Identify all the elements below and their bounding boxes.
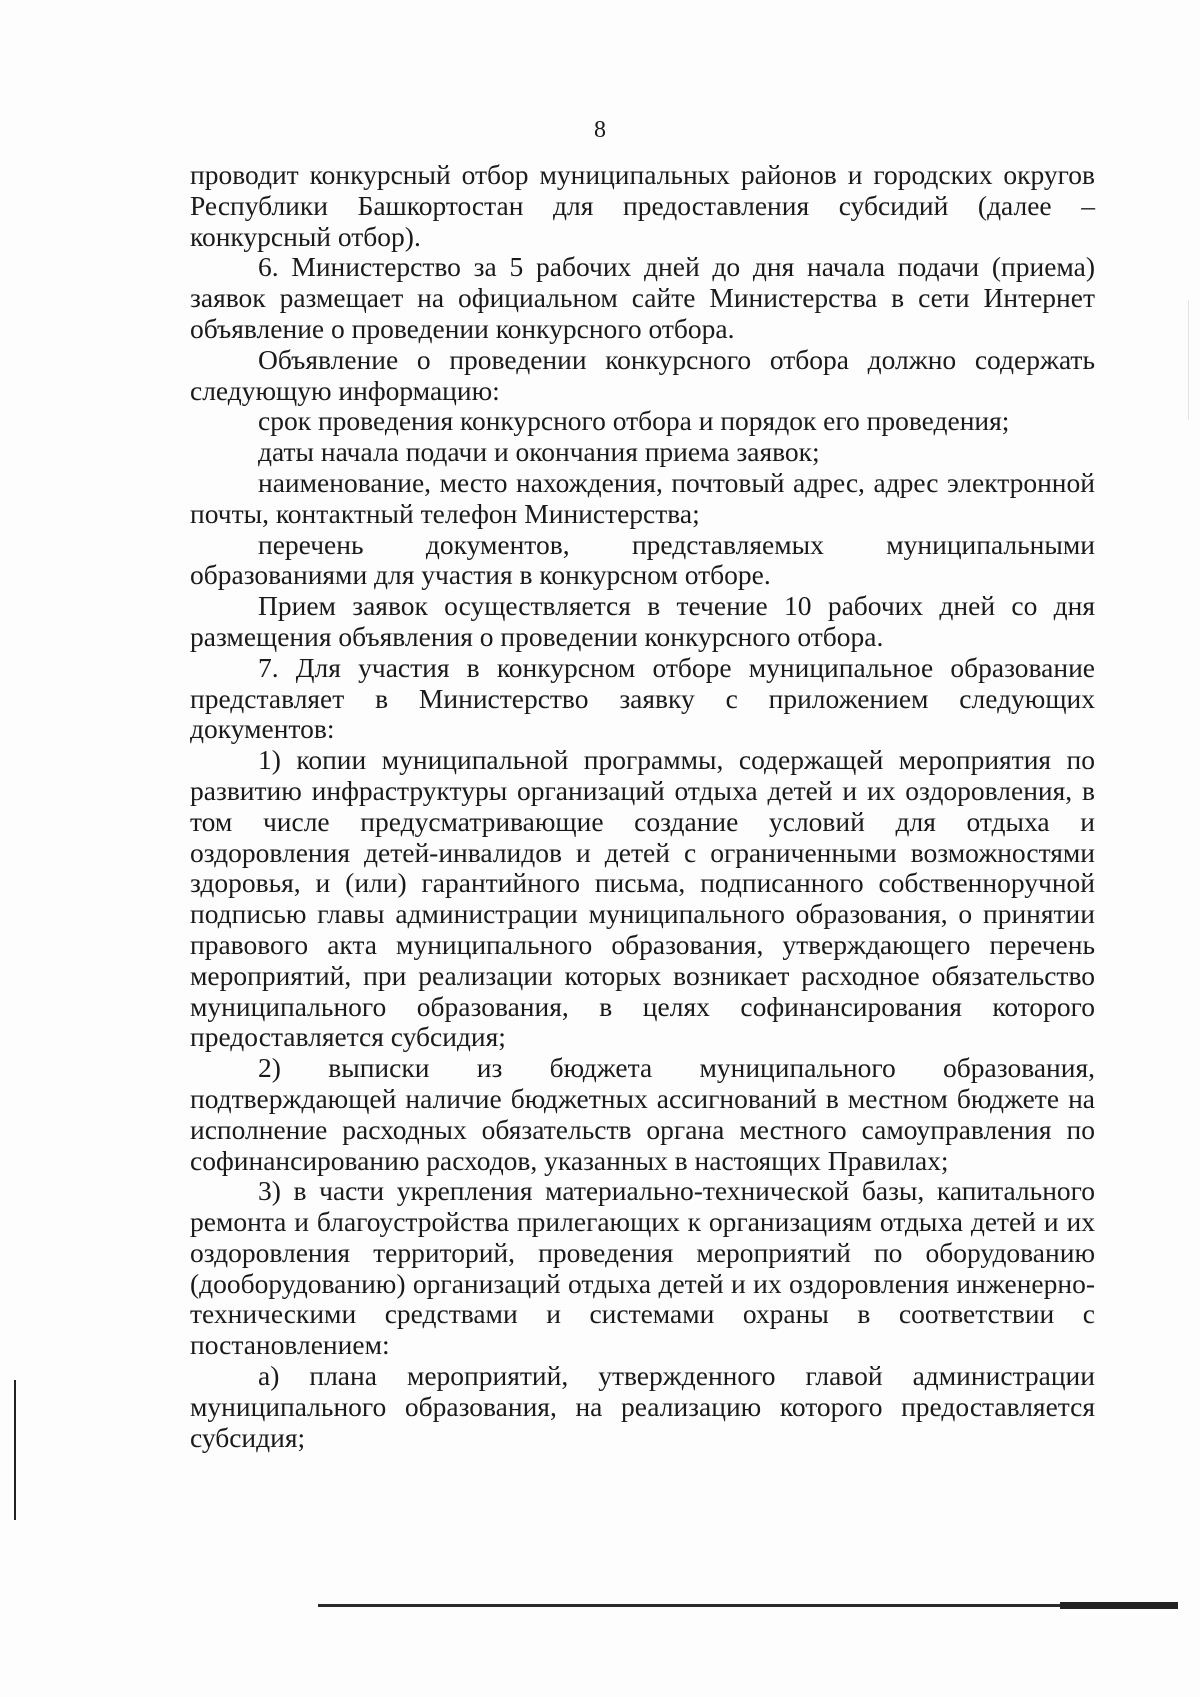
paragraph-acceptance: Прием заявок осуществляется в течение 10 рабочих дней со дня размещения объявления о проведении конкурсного отбора. — [190, 590, 1095, 652]
paragraph-continuation: проводит конкурсный отбор муниципальных районов и городских округов Республики Башкортостан для предоставления субсидий (далее – конкурсный отбор). — [190, 159, 1095, 252]
scan-bottom-rule — [318, 1604, 1178, 1607]
list-item-1: 1) копии муниципальной программы, содержащей мероприятия по развитию инфраструктуры организаций отдыха детей и их оздоровления, в том числе предусматривающие создание условий для отдыха и оздоровления детей-инвалидов и детей с ограниченными возможностями здоровья, и (или) гарантийного письма, подписанного собственноручной подписью главы администрации муниципального образования, о принятии правового акта муниципального образования, утверждающего перечень мероприятий, при реализации которых возникает расходное обязательство муниципального образования, в целях софинансирования которого предоставляется субсидия; — [190, 744, 1095, 1053]
document-text — [190, 160, 1095, 1453]
list-item-documents: перечень документов, представляемых муниципальными образованиями для участия в конкурсном отборе. — [190, 528, 1095, 591]
paragraph-announcement: Объявление о проведении конкурсного отбора должно содержать следующую информацию: — [190, 343, 1095, 406]
scan-edge-mark — [14, 1380, 16, 1520]
list-item-2: 2) выписки из бюджета муниципального образования, подтверждающей наличие бюджетных ассигнований в местном бюджете на исполнение расходных обязательств органа местного самоуправления по софинансированию расходов, указанных в настоящих Правилах; — [190, 1052, 1095, 1176]
scan-faint-mark — [1188, 300, 1189, 420]
list-item-deadline: срок проведения конкурсного отбора и порядок его проведения; — [258, 405, 1010, 437]
paragraph-item-7: 7. Для участия в конкурсном отборе муниципальное образование представляет в Министерство заявку с приложением следующих документов: — [190, 651, 1095, 745]
scan-bottom-rule-end — [1060, 1602, 1178, 1609]
list-item-dates: даты начала подачи и окончания приема заявок; — [258, 436, 820, 468]
list-item-contacts: наименование, место нахождения, почтовый адрес, адрес электронной почты, контактный телефон Министерства; — [190, 466, 1095, 529]
page-number: 8 — [594, 117, 606, 143]
list-item-a: а) плана мероприятий, утвержденного главой администрации муниципального образования, на реализацию которого предоставляется субсидия; — [190, 1360, 1095, 1453]
list-item-3: 3) в части укрепления материально-технической базы, капитального ремонта и благоустройства прилегающих к организациям отдыха детей и их оздоровления территорий, проведения мероприятий по оборудованию (дооборудованию) организаций отдыха детей и их оздоровления инженерно-техническими средствами и системами охраны в соответствии с постановлением: — [190, 1175, 1095, 1361]
paragraph-item-6: 6. Министерство за 5 рабочих дней до дня начала подачи (приема) заявок размещает на официальном сайте Министерства в сети Интернет объявление о проведении конкурсного отбора. — [190, 251, 1095, 344]
